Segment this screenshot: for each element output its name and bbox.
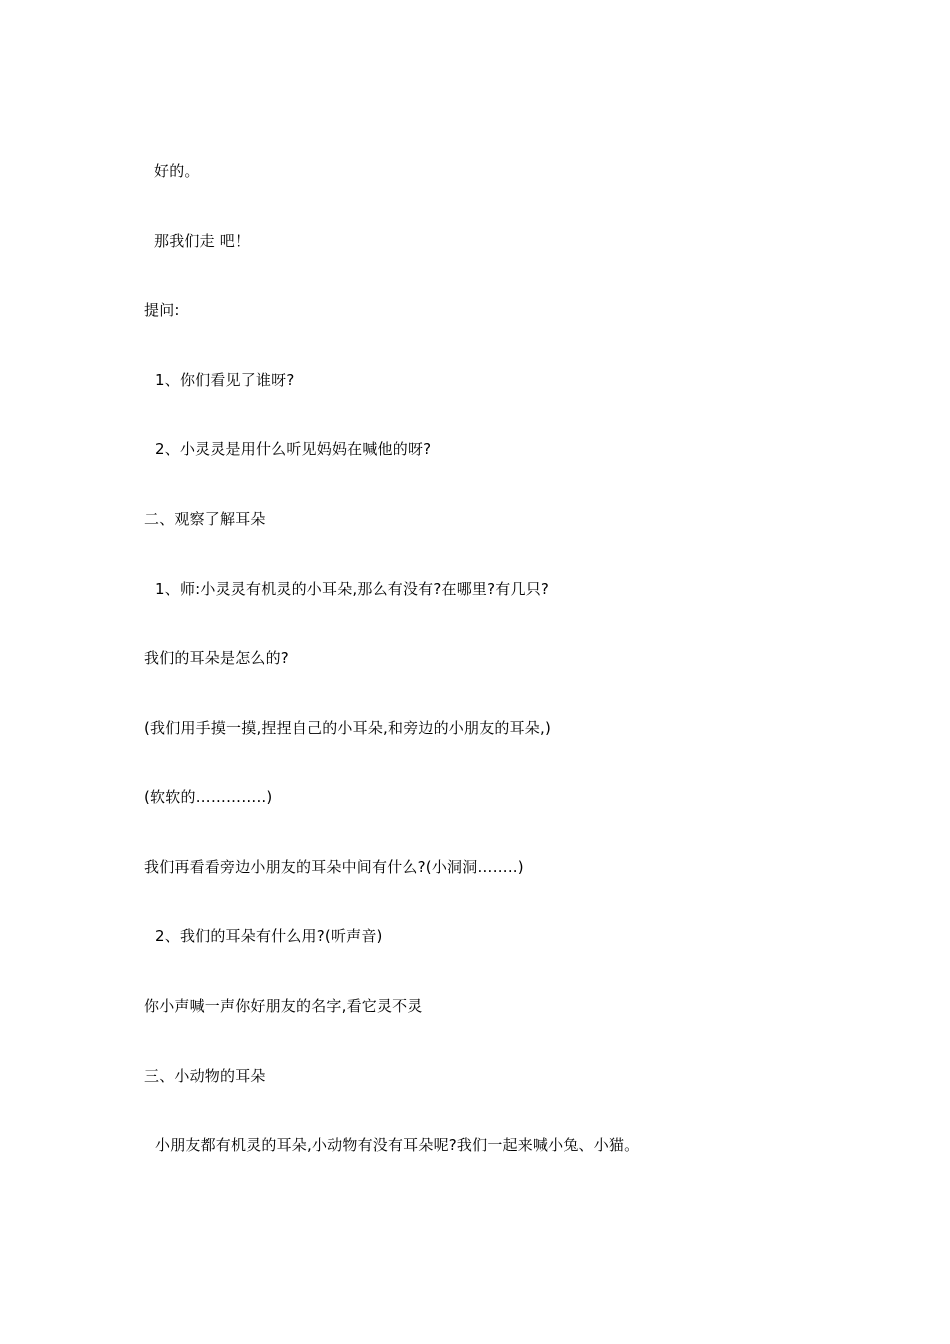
text-line: 我们再看看旁边小朋友的耳朵中间有什么?(小洞洞……..) [144, 858, 524, 876]
text-line: (软软的…………..) [144, 788, 273, 806]
section-label: 提问: [144, 301, 180, 319]
text-line: 你小声喊一声你好朋友的名字,看它灵不灵 [144, 997, 423, 1015]
text-line: 我们的耳朵是怎么的? [144, 649, 289, 667]
text-line: 小朋友都有机灵的耳朵,小动物有没有耳朵呢?我们一起来喊小兔、小猫。 [155, 1136, 640, 1154]
text-line: 好的。 [154, 162, 200, 180]
numbered-item: 2、我们的耳朵有什么用?(听声音) [155, 927, 383, 945]
section-heading: 二、观察了解耳朵 [144, 510, 266, 528]
numbered-item: 1、师:小灵灵有机灵的小耳朵,那么有没有?在哪里?有几只? [155, 580, 550, 598]
text-line: 那我们走 吧！ [154, 232, 251, 250]
numbered-item: 1、你们看见了谁呀? [155, 371, 295, 389]
section-heading: 三、小动物的耳朵 [144, 1067, 266, 1085]
text-line: (我们用手摸一摸,捏捏自己的小耳朵,和旁边的小朋友的耳朵,) [144, 719, 552, 737]
numbered-item: 2、小灵灵是用什么听见妈妈在喊他的呀? [155, 440, 432, 458]
